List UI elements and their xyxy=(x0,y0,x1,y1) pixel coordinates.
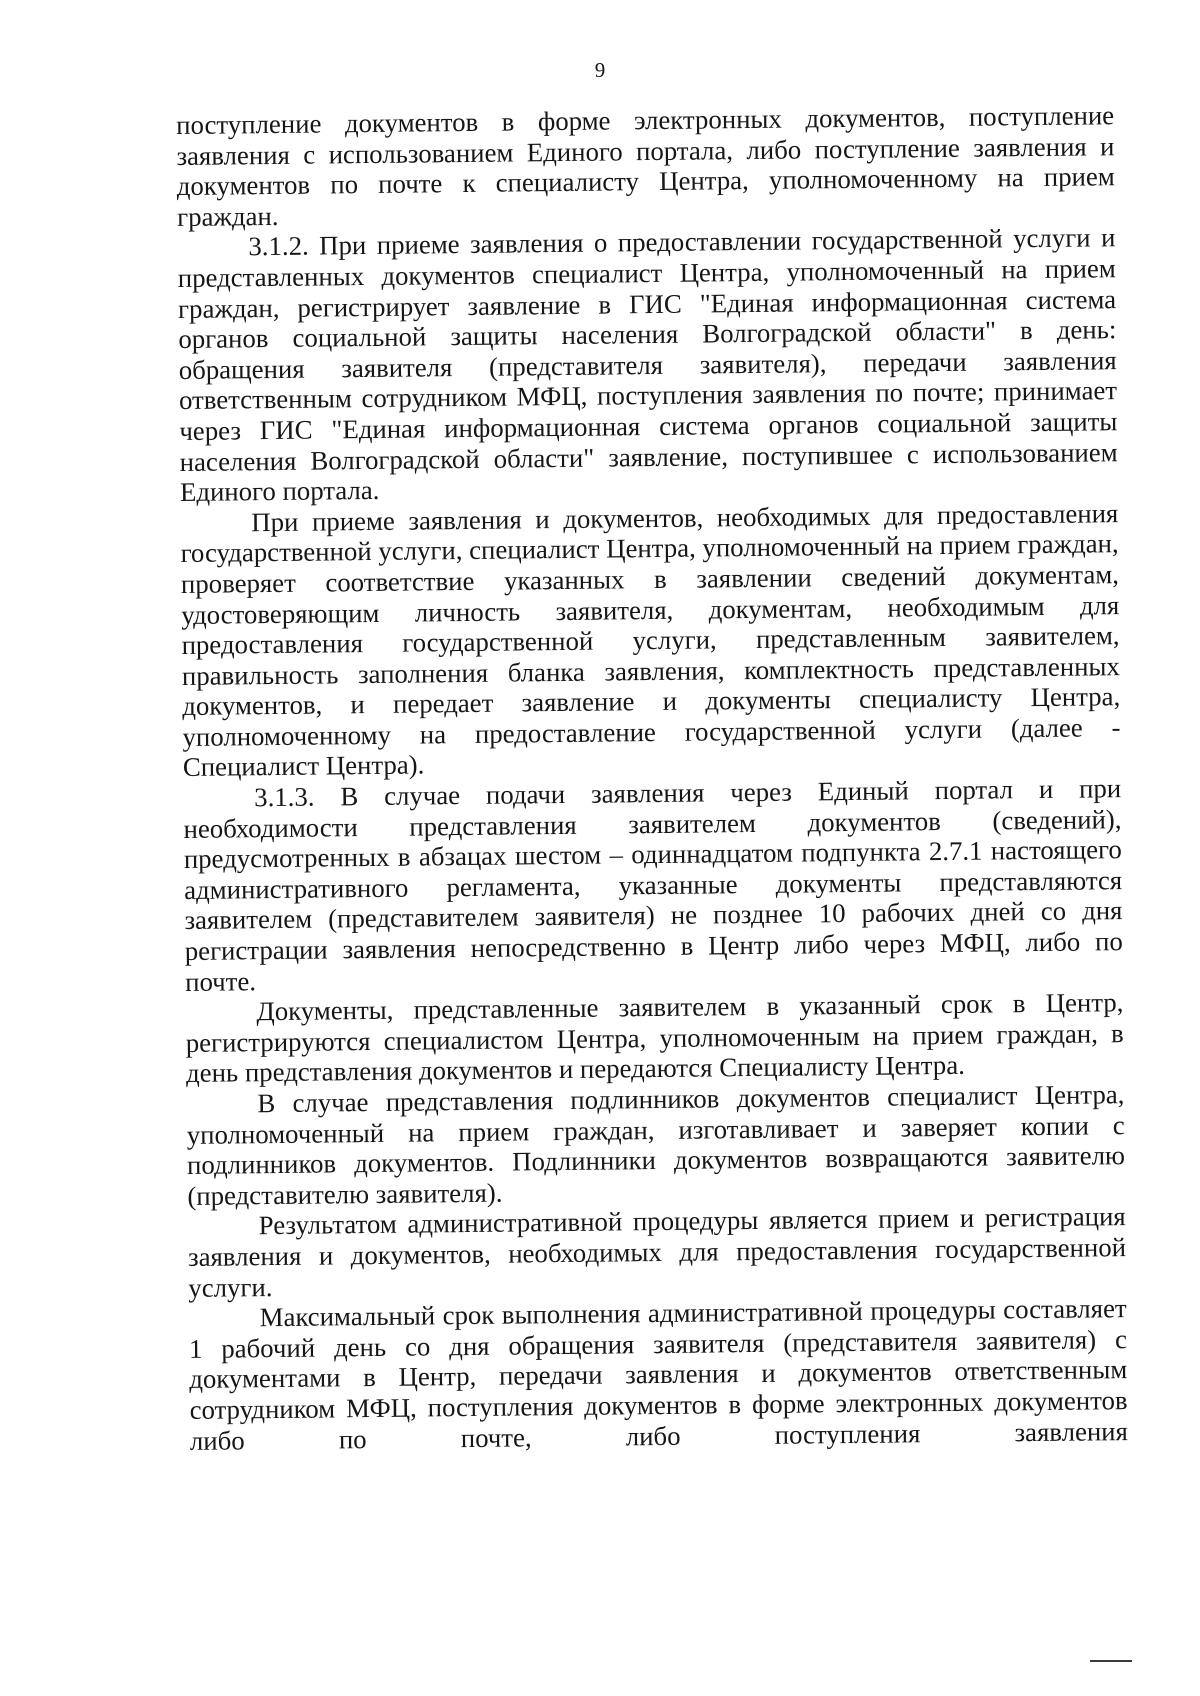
paragraph-originals: В случае представления подлинников документов специалист Центра, уполномоченный на прием граждан, изготавливает и заверяет копии с подлинников документов. Подлинники документов возвращаются заявителю (представителю заявителя). xyxy=(186,1079,1126,1211)
paragraph-3-1-3: 3.1.3. В случае подачи заявления через Единый портал и при необходимости представления заявителем документов (сведений), предусмотренных в абзацах шестом – одиннадцатом подпункта 2.7.1 настоящего административного регламента, указанные документы представляются заявителем (представителем заявителя) не позднее 10 рабочих дней со дня регистрации заявления непосредственно в Центр либо через МФЦ, либо по почте. xyxy=(183,773,1123,997)
document-body xyxy=(176,100,1128,1456)
paragraph-document-check: При приеме заявления и документов, необходимых для предоставления государственной услуги, специалист Центра, уполномоченный на прием граждан, проверяет соответствие указанных в заявлении сведений документам, удостоверяющим личность заявителя, документам, необходимым для предоставления государственной услуги, представленным заявителем, правильность заполнения бланка заявления, комплектность представленных документов, и передает заявление и документы специалисту Центра, уполномоченному на предоставление государственной услуги (далее - Специалист Центра). xyxy=(180,497,1121,783)
paragraph-3-1-2: 3.1.2. При приеме заявления о предоставлении государственной услуги и представленных документов специалист Центра, уполномоченный на прием граждан, регистрирует заявление в ГИС "Единая информационная система органов социальной защиты населения Волгоградской области" в день: обращения заявителя (представителя заявителя), передачи заявления ответственным сотрудником МФЦ, поступления заявления по почте; принимает через ГИС "Единая информационная система органов социальной защиты населения Волгоградской области" заявление, поступившее с использованием Единого портала. xyxy=(177,222,1118,508)
paragraph-result: Результатом административной процедуры является прием и регистрация заявления и документов, необходимых для предоставления государственной услуги. xyxy=(187,1201,1127,1303)
paragraph-max-term: Максимальный срок выполнения административной процедуры составляет 1 рабочий день со дня обращения заявителя (представителя заявителя) с документами в Центр, передачи заявления и документов ответственным сотрудником МФЦ, поступления документов в форме электронных документов либо по почте, либо поступления заявления xyxy=(188,1293,1129,1456)
paragraph-continuation: поступление документов в форме электронных документов, поступление заявления с использованием Единого портала, либо поступление заявления и документов по почте к специалисту Центра, уполномоченному на прием граждан. xyxy=(176,100,1115,232)
page-number: 9 xyxy=(594,58,606,82)
scan-edge-mark xyxy=(1090,1660,1132,1662)
paragraph-registration: Документы, представленные заявителем в указанный срок в Центр, регистрируются специалистом Центра, уполномоченным на прием граждан, в день представления документов и передаются Специалисту Центра. xyxy=(185,987,1124,1089)
